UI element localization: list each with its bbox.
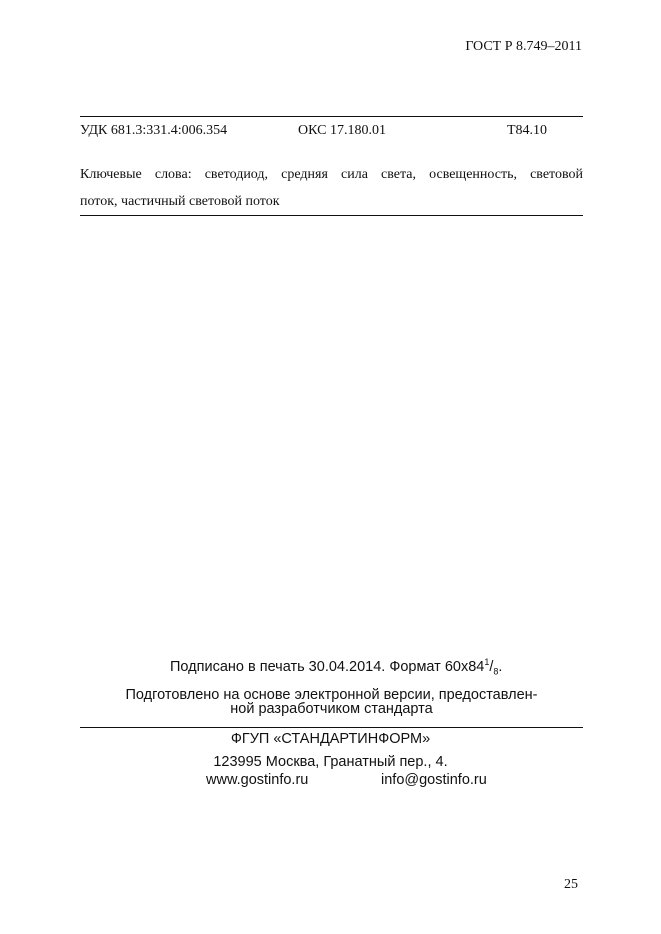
page-number: 25: [564, 877, 578, 892]
website-link[interactable]: www.gostinfo.ru: [206, 772, 309, 788]
format-numerator: 1: [484, 657, 490, 667]
format-end: .: [498, 658, 503, 675]
keywords-paragraph: [80, 161, 583, 215]
keywords-line-2: поток, частичный световой поток: [80, 194, 280, 209]
format-denominator: 8: [493, 666, 499, 677]
udk-code: УДК 681.3:331.4:006.354: [80, 123, 228, 138]
email-link[interactable]: info@gostinfo.ru: [381, 772, 487, 788]
publisher-name: ФГУП «СТАНДАРТИНФОРМ»: [230, 731, 431, 747]
classification-code: Т84.10: [507, 123, 548, 138]
keywords-divider: [80, 215, 583, 216]
keywords-line-1: Ключевые слова: светодиод, средняя сила света, освещенность, световой: [80, 167, 583, 182]
prepared-line-1: Подготовлено на основе электронной версии, предоставлен-: [125, 687, 538, 703]
publisher-address: 123995 Москва, Гранатный пер., 4.: [213, 754, 448, 770]
oks-code: ОКС 17.180.01: [298, 123, 386, 138]
top-divider: [80, 116, 583, 117]
imprint-divider: [80, 727, 583, 728]
prepared-line-2: ной разработчиком стандарта: [230, 701, 433, 717]
prepared-note: [80, 688, 583, 716]
signed-text: Подписано в печать 30.04.2014. Формат 60x84: [170, 658, 485, 675]
document-code: ГОСТ Р 8.749–2011: [465, 39, 582, 54]
signed-for-print: Подписано в печать 30.04.2014. Формат $60x84^1/_8$.: [170, 657, 503, 677]
